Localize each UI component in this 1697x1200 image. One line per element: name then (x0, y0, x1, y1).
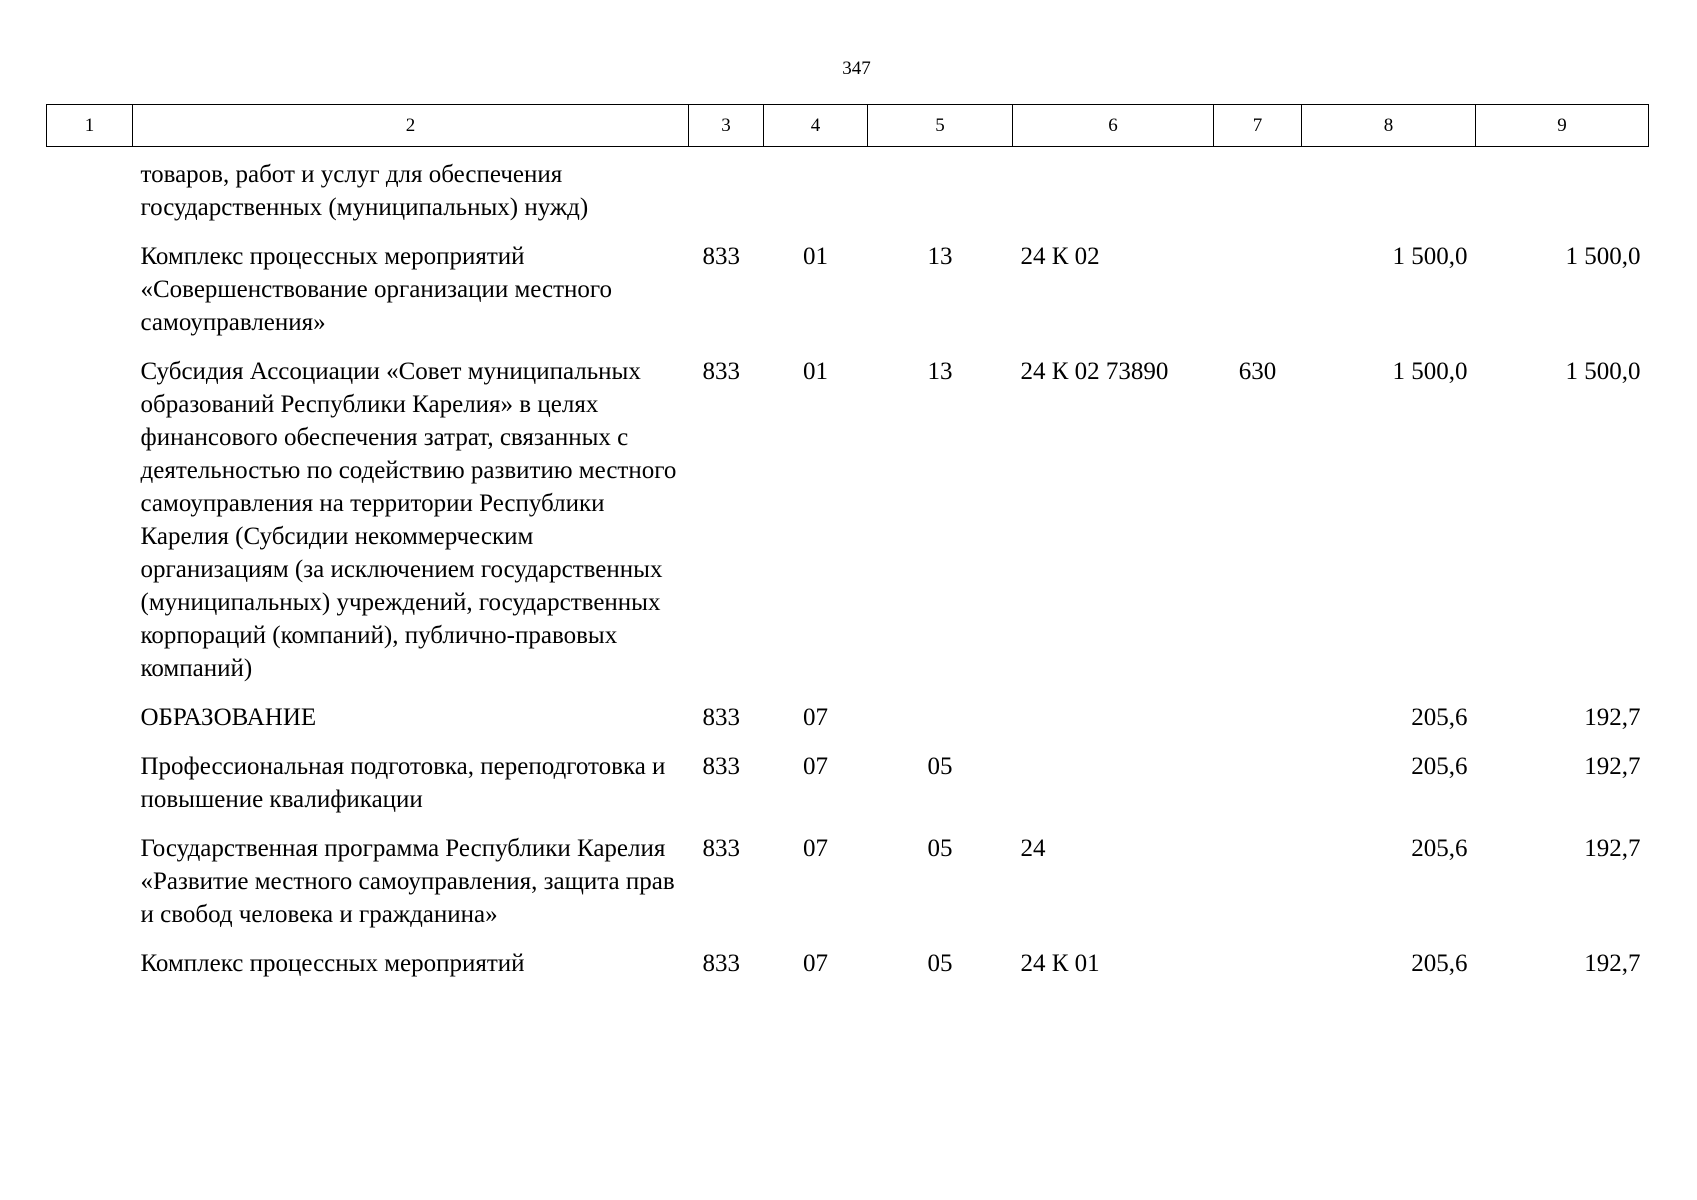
column-number-header (47, 105, 1649, 147)
amount-col9-cell: 192,7 (1584, 704, 1641, 731)
ministry-code-cell: 833 (702, 835, 740, 862)
amount-col8-cell: 205,6 (1411, 950, 1468, 977)
subsection-code-cell: 13 (927, 358, 953, 385)
amount-col8-cell: 205,6 (1411, 704, 1468, 731)
table-row (47, 750, 1649, 832)
row-number-cell (47, 147, 133, 241)
expense-type-cell (1214, 701, 1302, 750)
subsection-code-cell (868, 147, 1013, 241)
row-number-cell (47, 240, 133, 355)
ministry-code-cell: 833 (702, 243, 740, 270)
subsection-code-cell: 05 (927, 753, 953, 780)
column-header: 2 (133, 105, 689, 147)
amount-col9-cell: 192,7 (1584, 753, 1641, 780)
ministry-code-cell: 833 (702, 704, 740, 731)
expense-type-cell (1214, 240, 1302, 355)
amount-col9-cell: 1 500,0 (1565, 243, 1641, 270)
subsection-code-cell: 13 (927, 243, 953, 270)
target-article-cell: 24 (1020, 835, 1046, 862)
section-code-cell: 07 (803, 704, 828, 731)
ministry-code-cell: 833 (702, 950, 740, 977)
expense-type-cell (1214, 750, 1302, 832)
column-header: 6 (1013, 105, 1214, 147)
target-article-cell: 24 К 02 73890 (1020, 358, 1169, 385)
section-code-cell: 07 (803, 753, 828, 780)
ministry-code-cell: 833 (702, 358, 740, 385)
table-row (47, 701, 1649, 750)
amount-col8-cell: 205,6 (1411, 753, 1468, 780)
target-article-cell: 24 К 02 (1020, 243, 1100, 270)
row-number-cell (47, 832, 133, 947)
amount-col9-cell: 192,7 (1584, 835, 1641, 862)
column-header: 4 (764, 105, 868, 147)
subsection-code-cell (868, 701, 1013, 750)
page-number: 347 (842, 58, 871, 79)
amount-col9-cell: 1 500,0 (1565, 358, 1641, 385)
ministry-code-cell: 833 (702, 753, 740, 780)
subsection-code-cell: 05 (927, 835, 953, 862)
target-article-cell (1013, 750, 1214, 832)
target-article-cell: 24 К 01 (1020, 950, 1100, 977)
section-code-cell: 01 (803, 358, 828, 385)
column-header: 9 (1476, 105, 1649, 147)
table-row (47, 832, 1649, 947)
item-name-cell: Комплекс процессных мероприятий «Совершенствование организации местного самоуправления» (140, 243, 613, 336)
row-number-cell (47, 355, 133, 701)
table-row (47, 355, 1649, 701)
item-name-cell: ОБРАЗОВАНИЕ (140, 704, 317, 731)
subsection-code-cell: 05 (927, 950, 953, 977)
expense-type-cell (1214, 947, 1302, 996)
column-header: 7 (1214, 105, 1302, 147)
item-name-cell: Комплекс процессных мероприятий (140, 950, 525, 977)
amount-col8-cell: 1 500,0 (1392, 243, 1468, 270)
target-article-cell (1013, 147, 1214, 241)
amount-col9-cell: 192,7 (1584, 950, 1641, 977)
amount-col8-cell: 205,6 (1411, 835, 1468, 862)
amount-col8-cell (1302, 147, 1476, 241)
expense-type-cell: 630 (1238, 358, 1277, 385)
item-name-cell: Профессиональная подготовка, переподготовка и повышение квалификации (140, 753, 666, 813)
section-code-cell: 07 (803, 950, 828, 977)
table-row (47, 947, 1649, 996)
row-number-cell (47, 947, 133, 996)
row-number-cell (47, 750, 133, 832)
budget-table (46, 104, 1649, 996)
section-code-cell: 07 (803, 835, 828, 862)
amount-col9-cell (1476, 147, 1649, 241)
table-row (47, 240, 1649, 355)
amount-col8-cell: 1 500,0 (1392, 358, 1468, 385)
ministry-code-cell (689, 147, 764, 241)
expense-type-cell (1214, 832, 1302, 947)
item-name-cell: Субсидия Ассоциации «Совет муниципальных образований Республики Карелия» в целях финансового обеспечения затрат, связанных с деятельностью по содействию развитию местного самоуправления на территории Республики Карелия (Субсидии некоммерческим организациям (за исключением государственных (муниципальных) учреждений, государственных корпораций (компаний), публично-правовых компаний) (140, 358, 677, 682)
column-header: 5 (868, 105, 1013, 147)
item-name-cell: товаров, работ и услуг для обеспечения государственных (муниципальных) нужд) (140, 161, 589, 221)
table-row (47, 147, 1649, 241)
row-number-cell (47, 701, 133, 750)
column-header: 3 (689, 105, 764, 147)
section-code-cell (764, 147, 868, 241)
expense-type-cell (1214, 147, 1302, 241)
section-code-cell: 01 (803, 243, 828, 270)
column-header: 1 (47, 105, 133, 147)
item-name-cell: Государственная программа Республики Карелия «Развитие местного самоуправления, защита прав и свобод человека и гражданина» (140, 835, 675, 928)
target-article-cell (1013, 701, 1214, 750)
column-header: 8 (1302, 105, 1476, 147)
